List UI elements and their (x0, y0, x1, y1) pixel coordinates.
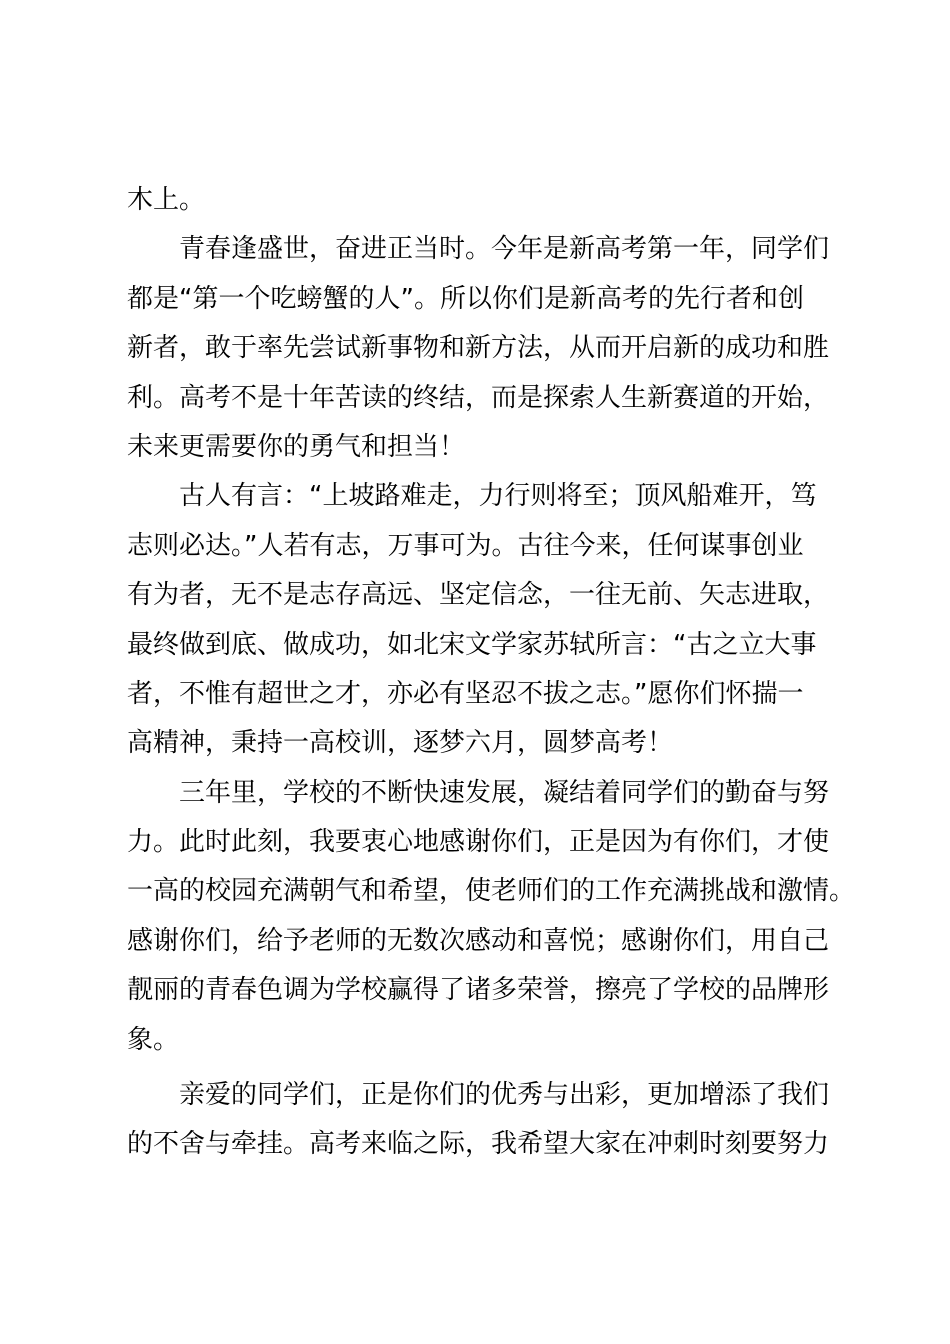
paragraph-first-line: 古人有言：“上坡路难走，力行则将至；顶风船难开，笃 (179, 481, 817, 512)
paragraph-first-line: 青春逢盛世，奋进正当时。今年是新高考第一年，同学们 (179, 234, 830, 265)
text-line: 高精神，秉持一高校训，逐梦六月，圆梦高考！ (127, 728, 674, 759)
text-line: 的不舍与牵挂。高考来临之际，我希望大家在冲刺时刻要努力 (127, 1129, 830, 1160)
text-line: 利。高考不是十年苦读的终结，而是探索人生新赛道的开始， (127, 382, 830, 413)
text-line: 未来更需要你的勇气和担当！ (127, 431, 466, 462)
text-line: 象。 (127, 1024, 180, 1055)
text-line: 感谢你们，给予老师的无数次感动和喜悦；感谢你们，用自己 (127, 925, 830, 956)
paragraph-first-line: 三年里，学校的不断快速发展，凝结着同学们的勤奋与努 (179, 777, 830, 808)
text-line: 最终做到底、做成功，如北宋文学家苏轼所言：“古之立大事 (127, 629, 817, 660)
text-line: 有为者，无不是志存高远、坚定信念，一往无前、矢志进取， (127, 580, 830, 611)
text-line: 志则必达。”人若有志，万事可为。古往今来，任何谋事创业 (127, 530, 804, 561)
text-line: 靓丽的青春色调为学校赢得了诸多荣誉，擦亮了学校的品牌形 (127, 975, 830, 1006)
text-line: 一高的校园充满朝气和希望，使老师们的工作充满挑战和激情。 (127, 876, 856, 907)
text-line: 新者，敢于率先尝试新事物和新方法，从而开启新的成功和胜 (127, 333, 830, 364)
document-body (127, 176, 856, 1169)
text-line: 木上。 (127, 185, 206, 215)
text-line: 者，不惟有超世之才，亦必有坚忍不拔之志。”愿你们怀揣一 (127, 678, 804, 709)
paragraph-first-line: 亲爱的同学们，正是你们的优秀与出彩，更加增添了我们 (179, 1079, 830, 1110)
text-line: 力。此时此刻，我要衷心地感谢你们，正是因为有你们，才使 (127, 827, 830, 858)
text-line: 都是“第一个吃螃蟹的人”。所以你们是新高考的先行者和创 (127, 283, 804, 314)
